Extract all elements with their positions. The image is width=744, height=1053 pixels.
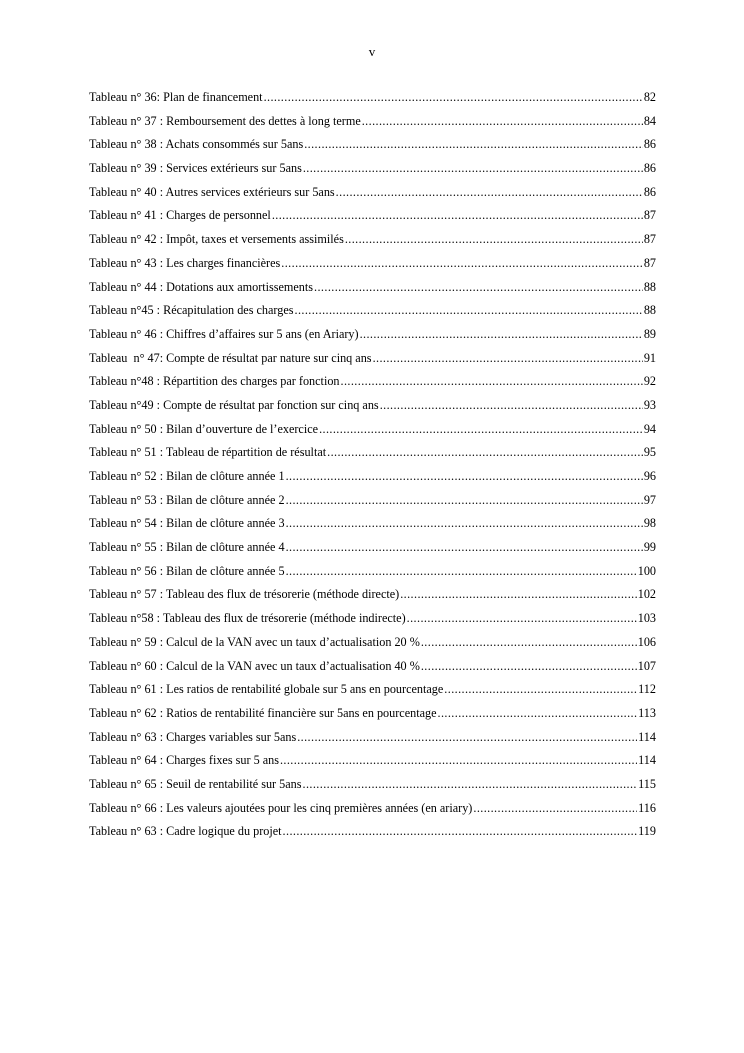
toc-entry	[89, 229, 656, 253]
toc-entry-page: 114	[638, 729, 656, 744]
toc-entry-title: Tableau n°49 : Compte de résultat par fonction sur cinq ans	[89, 397, 379, 412]
toc-entry-page: 92	[643, 374, 656, 389]
toc-dot-leader	[438, 703, 638, 723]
toc-entry	[89, 584, 656, 608]
toc-entry-page: 103	[637, 611, 656, 626]
toc-entry-page: 97	[643, 492, 656, 507]
toc-entry	[89, 371, 656, 395]
toc-entry	[89, 632, 656, 656]
toc-dot-leader	[473, 798, 637, 818]
toc-entry-title: Tableau n° 39 : Services extérieurs sur 5ans	[89, 161, 302, 176]
toc-entry	[89, 324, 656, 348]
toc-entry-page: 114	[638, 753, 656, 768]
toc-entry-title: Tableau n° 53 : Bilan de clôture année 2	[89, 492, 285, 507]
toc-entry-title: Tableau n° 43 : Les charges financières	[89, 255, 281, 270]
toc-dot-leader	[360, 324, 643, 344]
toc-dot-leader	[341, 371, 643, 391]
toc-dot-leader	[314, 277, 643, 297]
toc-entry-title: Tableau n°45 : Récapitulation des charges	[89, 303, 294, 318]
toc-dot-leader	[373, 348, 643, 368]
toc-entry-page: 88	[643, 303, 656, 318]
toc-dot-leader	[444, 679, 637, 699]
toc-entry-page: 93	[643, 397, 656, 412]
toc-entry-page: 100	[637, 563, 656, 578]
toc-entry	[89, 774, 656, 798]
toc-entry-page: 82	[643, 90, 656, 104]
toc-dot-leader	[327, 442, 643, 462]
toc-entry-page: 113	[638, 705, 656, 720]
toc-entry-title: Tableau n°48 : Répartition des charges par fonction	[89, 374, 340, 389]
toc-entry-page: 115	[638, 776, 656, 791]
toc-entry-page: 106	[637, 634, 656, 649]
toc-entry-title: Tableau n° 36: Plan de financement	[89, 90, 263, 104]
toc-entry	[89, 750, 656, 774]
toc-dot-leader	[303, 774, 638, 794]
toc-entry	[89, 490, 656, 514]
toc-dot-leader	[380, 395, 643, 415]
toc-dot-leader	[281, 253, 643, 273]
toc-entry-page: 116	[638, 800, 656, 815]
toc-entry-page: 98	[643, 516, 656, 531]
toc-entry	[89, 679, 656, 703]
toc-dot-leader	[264, 87, 643, 107]
toc-dot-leader	[303, 158, 643, 178]
toc-entry-title: Tableau n° 38 : Achats consommés sur 5ans	[89, 137, 304, 152]
toc-entry	[89, 419, 656, 443]
toc-entry-title: Tableau n° 66 : Les valeurs ajoutées pour les cinq premières années (en ariary)	[89, 800, 473, 815]
toc-entry-title: Tableau n° 46 : Chiffres d’affaires sur 5 ans (en Ariary)	[89, 326, 359, 341]
toc-dot-leader	[286, 490, 643, 510]
toc-entry-title: Tableau n° 63 : Charges variables sur 5ans	[89, 729, 297, 744]
toc-entry	[89, 111, 656, 135]
toc-entry-page: 99	[643, 540, 656, 555]
toc-entry-title: Tableau n° 37 : Remboursement des dettes à long terme	[89, 113, 361, 128]
toc-entry-title: Tableau n° 64 : Charges fixes sur 5 ans	[89, 753, 279, 768]
toc-entry-page: 119	[638, 824, 656, 839]
page-number: v	[368, 44, 376, 59]
toc-entry-page: 107	[637, 658, 656, 673]
toc-dot-leader	[421, 632, 637, 652]
toc-entry-title: Tableau n° 55 : Bilan de clôture année 4	[89, 540, 285, 555]
toc-entry-page: 86	[643, 184, 656, 199]
toc-entry	[89, 798, 656, 822]
toc-entry-title: Tableau n° 59 : Calcul de la VAN avec un taux d’actualisation 20 %	[89, 634, 420, 649]
toc-entry	[89, 348, 656, 372]
toc-entry-title: Tableau n° 40 : Autres services extérieurs sur 5ans	[89, 184, 335, 199]
toc-entry-title: Tableau n° 56 : Bilan de clôture année 5	[89, 563, 285, 578]
table-of-contents	[89, 87, 656, 845]
toc-entry-page: 91	[643, 350, 656, 365]
toc-dot-leader	[421, 656, 637, 676]
toc-entry-page: 87	[643, 232, 656, 247]
toc-entry-title: Tableau n° 57 : Tableau des flux de trésorerie (méthode directe)	[89, 587, 400, 602]
toc-entry	[89, 608, 656, 632]
toc-entry	[89, 277, 656, 301]
toc-entry-title: Tableau n° 60 : Calcul de la VAN avec un taux d’actualisation 40 %	[89, 658, 420, 673]
toc-entry-page: 94	[643, 421, 656, 436]
toc-entry-page: 86	[643, 161, 656, 176]
toc-dot-leader	[272, 205, 643, 225]
toc-entry	[89, 442, 656, 466]
toc-entry-title: Tableau n° 61 : Les ratios de rentabilité globale sur 5 ans en pourcentage	[89, 682, 444, 697]
toc-entry-page: 89	[643, 326, 656, 341]
toc-dot-leader	[286, 513, 643, 533]
toc-entry	[89, 656, 656, 680]
toc-entry	[89, 158, 656, 182]
toc-entry-page: 87	[643, 208, 656, 223]
toc-entry-page: 88	[643, 279, 656, 294]
toc-dot-leader	[362, 111, 643, 131]
toc-dot-leader	[407, 608, 637, 628]
toc-entry-page: 86	[643, 137, 656, 152]
toc-dot-leader	[280, 750, 637, 770]
toc-dot-leader	[286, 561, 637, 581]
toc-dot-leader	[286, 466, 643, 486]
toc-entry-title: Tableau n° 54 : Bilan de clôture année 3	[89, 516, 285, 531]
toc-dot-leader	[286, 537, 643, 557]
toc-entry-page: 95	[643, 445, 656, 460]
toc-entry	[89, 821, 656, 845]
toc-entry	[89, 703, 656, 727]
toc-entry	[89, 182, 656, 206]
toc-entry-page: 102	[637, 587, 656, 602]
toc-entry	[89, 537, 656, 561]
toc-entry	[89, 727, 656, 751]
toc-dot-leader	[295, 300, 643, 320]
toc-entry-page: 87	[643, 255, 656, 270]
toc-entry-title: Tableau n°58 : Tableau des flux de trésorerie (méthode indirecte)	[89, 611, 406, 626]
toc-entry	[89, 205, 656, 229]
toc-entry	[89, 561, 656, 585]
toc-entry-title: Tableau n° 62 : Ratios de rentabilité financière sur 5ans en pourcentage	[89, 705, 437, 720]
toc-dot-leader	[319, 419, 643, 439]
toc-entry	[89, 395, 656, 419]
toc-entry-title: Tableau n° 52 : Bilan de clôture année 1	[89, 469, 285, 483]
toc-dot-leader	[297, 727, 637, 747]
toc-entry-title: Tableau n° 41 : Charges de personnel	[89, 208, 271, 223]
toc-dot-leader	[304, 134, 643, 154]
toc-entry-title: Tableau n° 51 : Tableau de répartition de résultat	[89, 445, 327, 460]
toc-dot-leader	[400, 584, 637, 604]
toc-entry	[89, 300, 656, 324]
toc-entry-title: Tableau n° 63 : Cadre logique du projet	[89, 824, 282, 839]
toc-entry-page: 96	[643, 469, 656, 483]
toc-entry-title: Tableau n° 47: Compte de résultat par nature sur cinq ans	[89, 350, 372, 365]
toc-dot-leader	[336, 182, 643, 202]
toc-entry-page: 84	[643, 113, 656, 128]
toc-entry-title: Tableau n° 44 : Dotations aux amortissements	[89, 279, 314, 294]
toc-dot-leader	[345, 229, 643, 249]
toc-entry-page: 112	[638, 682, 656, 697]
toc-entry	[89, 513, 656, 537]
toc-entry-title: Tableau n° 42 : Impôt, taxes et versements assimilés	[89, 232, 344, 247]
toc-entry-title: Tableau n° 65 : Seuil de rentabilité sur 5ans	[89, 776, 302, 791]
toc-entry	[89, 87, 656, 111]
toc-entry	[89, 466, 656, 490]
toc-entry-title: Tableau n° 50 : Bilan d’ouverture de l’exercice	[89, 421, 319, 436]
toc-dot-leader	[283, 821, 638, 841]
toc-entry	[89, 134, 656, 158]
toc-entry	[89, 253, 656, 277]
